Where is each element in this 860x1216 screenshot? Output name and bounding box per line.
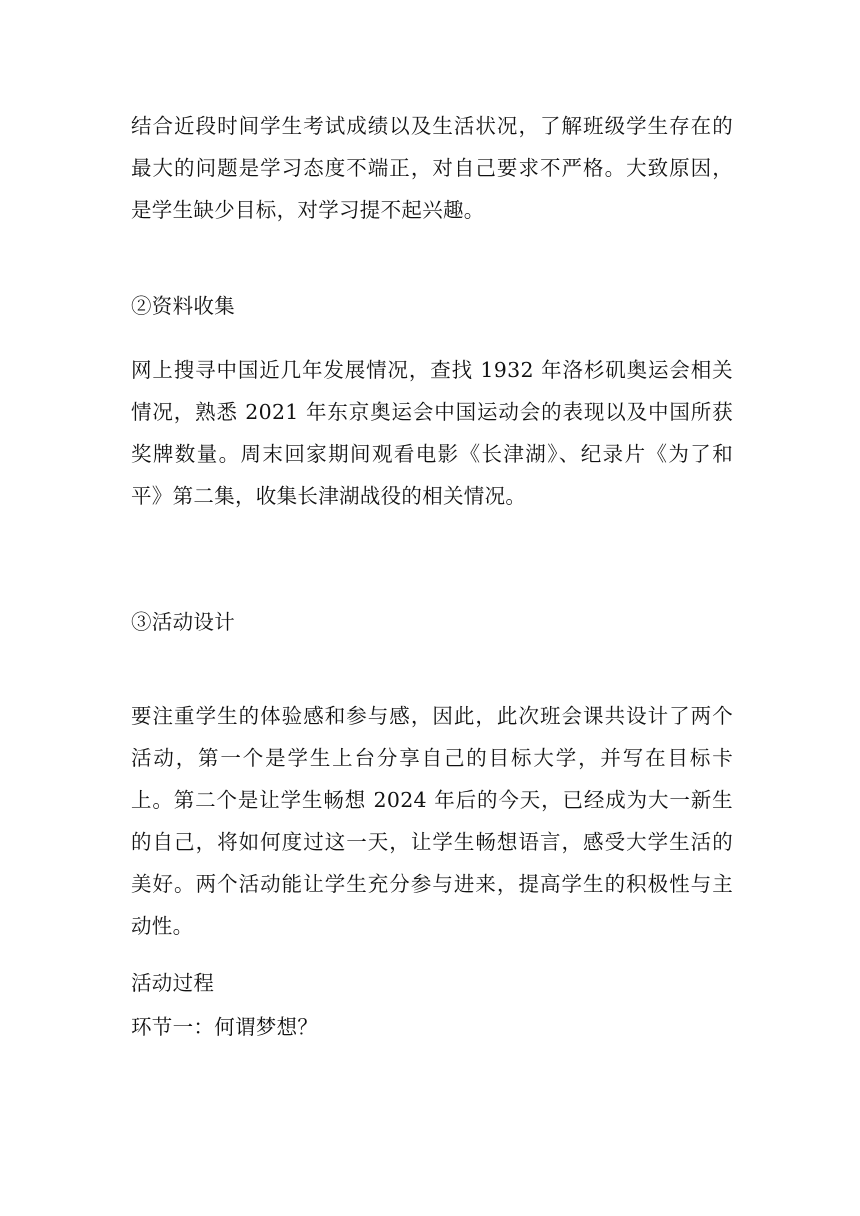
background-paragraph: 结合近段时间学生考试成绩以及生活状况，了解班级学生存在的最大的问题是学习态度不端正，对自己要求不严格。大致原因，是学生缺少目标，对学习提不起兴趣。	[131, 114, 733, 222]
section-title-activity-process: 活动过程	[131, 971, 215, 995]
heading-material-collection: ②资料收集	[131, 294, 235, 318]
material-collection-paragraph: 网上搜寻中国近几年发展情况，查找 1932 年洛杉矶奥运会相关情况，熟悉 2021 年东京奥运会中国运动会的表现以及中国所获奖牌数量。周末回家期间观看电影《长津湖》、纪录片《为了和平》第二集，收集长津湖战役的相关情况。	[131, 358, 733, 508]
heading-activity-design: ③活动设计	[131, 610, 235, 634]
subsection-title-step-one: 环节一：何谓梦想？	[131, 1015, 319, 1039]
activity-design-paragraph: 要注重学生的体验感和参与感，因此，此次班会课共设计了两个活动，第一个是学生上台分享自己的目标大学，并写在目标卡上。第二个是让学生畅想 2024 年后的今天，已经成为大一新生的自己，将如何度过这一天，让学生畅想语言，感受大学生活的美好。两个活动能让学生充分参与进来，提高学生的积极性与主动性。	[131, 704, 733, 938]
